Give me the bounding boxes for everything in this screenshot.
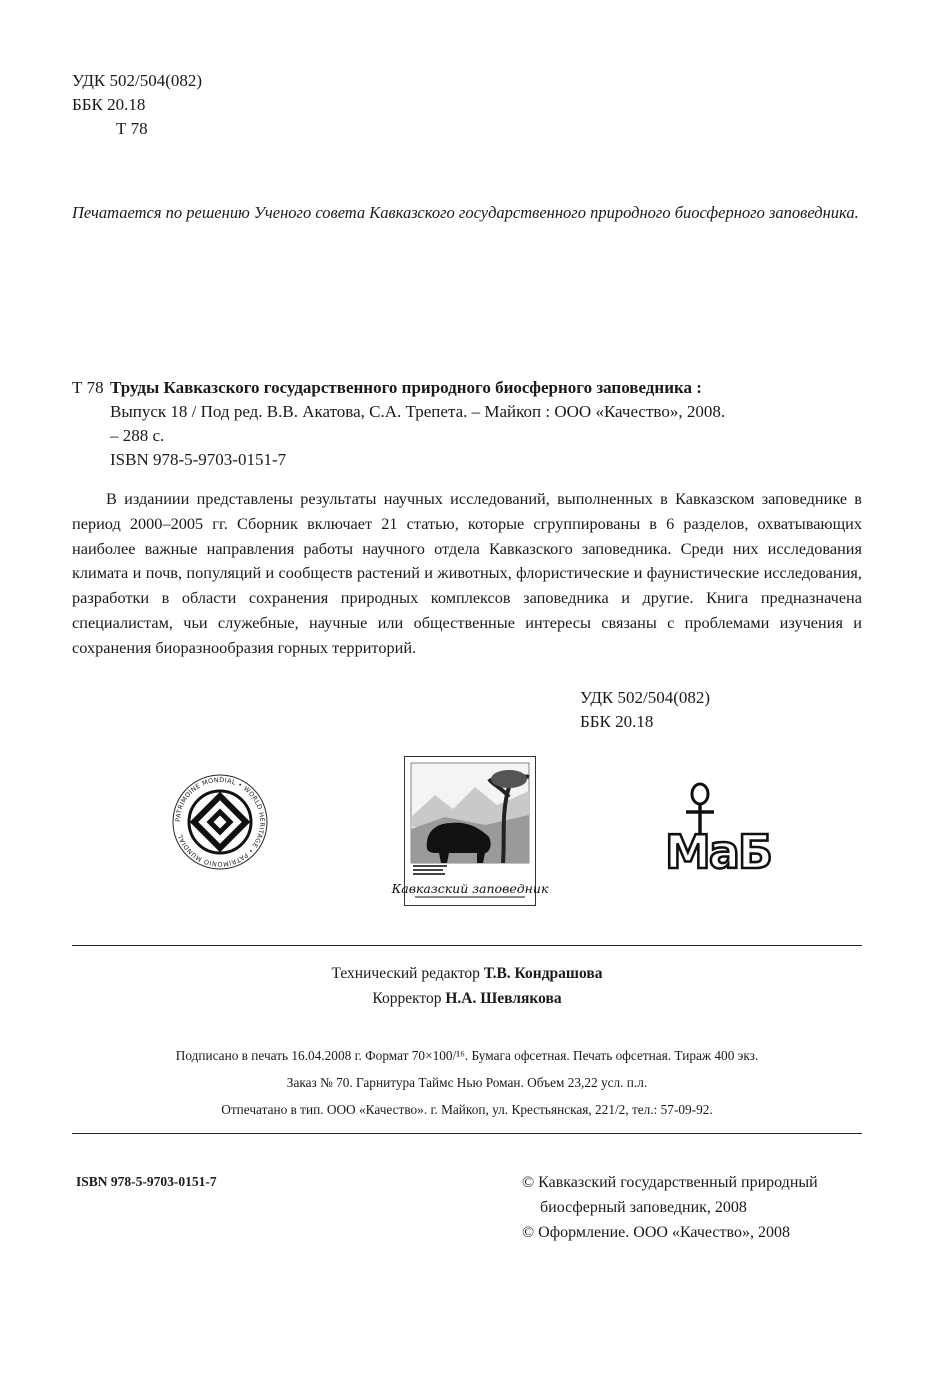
bibliographic-isbn: ISBN 978-5-9703-0151-7 — [110, 450, 287, 469]
bibliographic-imprint: Выпуск 18 / Под ред. В.В. Акатова, С.А. Трепета. – Майкоп : ООО «Качество», 2008. — [110, 402, 726, 421]
print-info-line2: Заказ № 70. Гарнитура Таймс Нью Роман. Объем 23,22 усл. п.л. — [286, 1075, 648, 1090]
bibliographic-entry — [72, 376, 864, 472]
copyright-reserve-line1: © Кавказский государственный природный — [522, 1174, 818, 1191]
proofreader-name: Н.А. Шевлякова — [445, 990, 562, 1007]
bbk-code-right: ББК 20.18 — [580, 712, 654, 731]
bibliographic-pages: – 288 с. — [110, 426, 165, 445]
world-heritage-ring-text: PATRIMOINE MONDIAL • WORLD HERITAGE • PATRIMONIO MUNDIAL — [173, 775, 267, 869]
top-classification-codes — [72, 70, 202, 142]
tech-editor-name: Т.В. Кондрашова — [483, 965, 603, 982]
bibliographic-title: Труды Кавказского государственного природного биосферного заповедника : — [110, 378, 702, 397]
author-mark: Т 78 — [116, 119, 148, 138]
mab-logo — [660, 782, 780, 882]
udk-code-right: УДК 502/504(082) — [580, 688, 711, 707]
right-classification-codes — [580, 686, 710, 734]
logos-row — [0, 752, 934, 912]
world-heritage-logo — [170, 772, 270, 872]
copyright-reserve-line2: биосферный заповедник, 2008 — [540, 1199, 747, 1216]
divider-top — [72, 945, 862, 946]
copyright-block — [522, 1170, 818, 1245]
caucasus-reserve-logo — [391, 756, 549, 906]
reserve-caption: Кавказский заповедник — [391, 881, 549, 896]
copyright-design: © Оформление. ООО «Качество», 2008 — [522, 1224, 790, 1241]
print-info-line3: Отпечатано в тип. ООО «Качество». г. Майкоп, ул. Крестьянская, 221/2, тел.: 57-09-92. — [221, 1102, 713, 1117]
print-info-line1: Подписано в печать 16.04.2008 г. Формат 70×100/¹⁶. Бумага офсетная. Печать офсетная. Тираж 400 экз. — [175, 1048, 759, 1063]
divider-bottom — [72, 1133, 862, 1134]
publication-decision-note: Печатается по решению Ученого совета Кавказского государственного природного биосферного заповедника. — [72, 203, 859, 222]
annotation — [72, 487, 862, 661]
tech-editor-label: Технический редактор — [331, 965, 480, 982]
proofreader-label: Корректор — [372, 990, 442, 1007]
udk-code: УДК 502/504(082) — [72, 71, 203, 90]
bottom-isbn: ISBN 978-5-9703-0151-7 — [76, 1174, 217, 1189]
print-info — [0, 1042, 934, 1123]
annotation-text: В изданиии представлены результаты научных исследований, выполненных в Кавказском заповеднике в период 2000–2005 гг. Сборник включает 21 статью, которые сгруппированы в 6 разделов, охватывающих наиболее важные направления работы научного отдела Кавказского заповедника. Среди них исследования климата и почв, популяций и сообществ растений и животных, флористические и фаунистические исследования, разработки в области сохранения природных комплексов заповедника и другие. Книга предназначена специалистам, чьи служебные, научные или общественные интересы связаны с проблемами изучения и сохранения биоразнообразия горных территорий. — [72, 489, 862, 657]
bibliographic-code: Т 78 — [72, 378, 104, 397]
bbk-code: ББК 20.18 — [72, 95, 146, 114]
mab-text: МаБ — [665, 825, 771, 879]
editors-block — [0, 961, 934, 1011]
